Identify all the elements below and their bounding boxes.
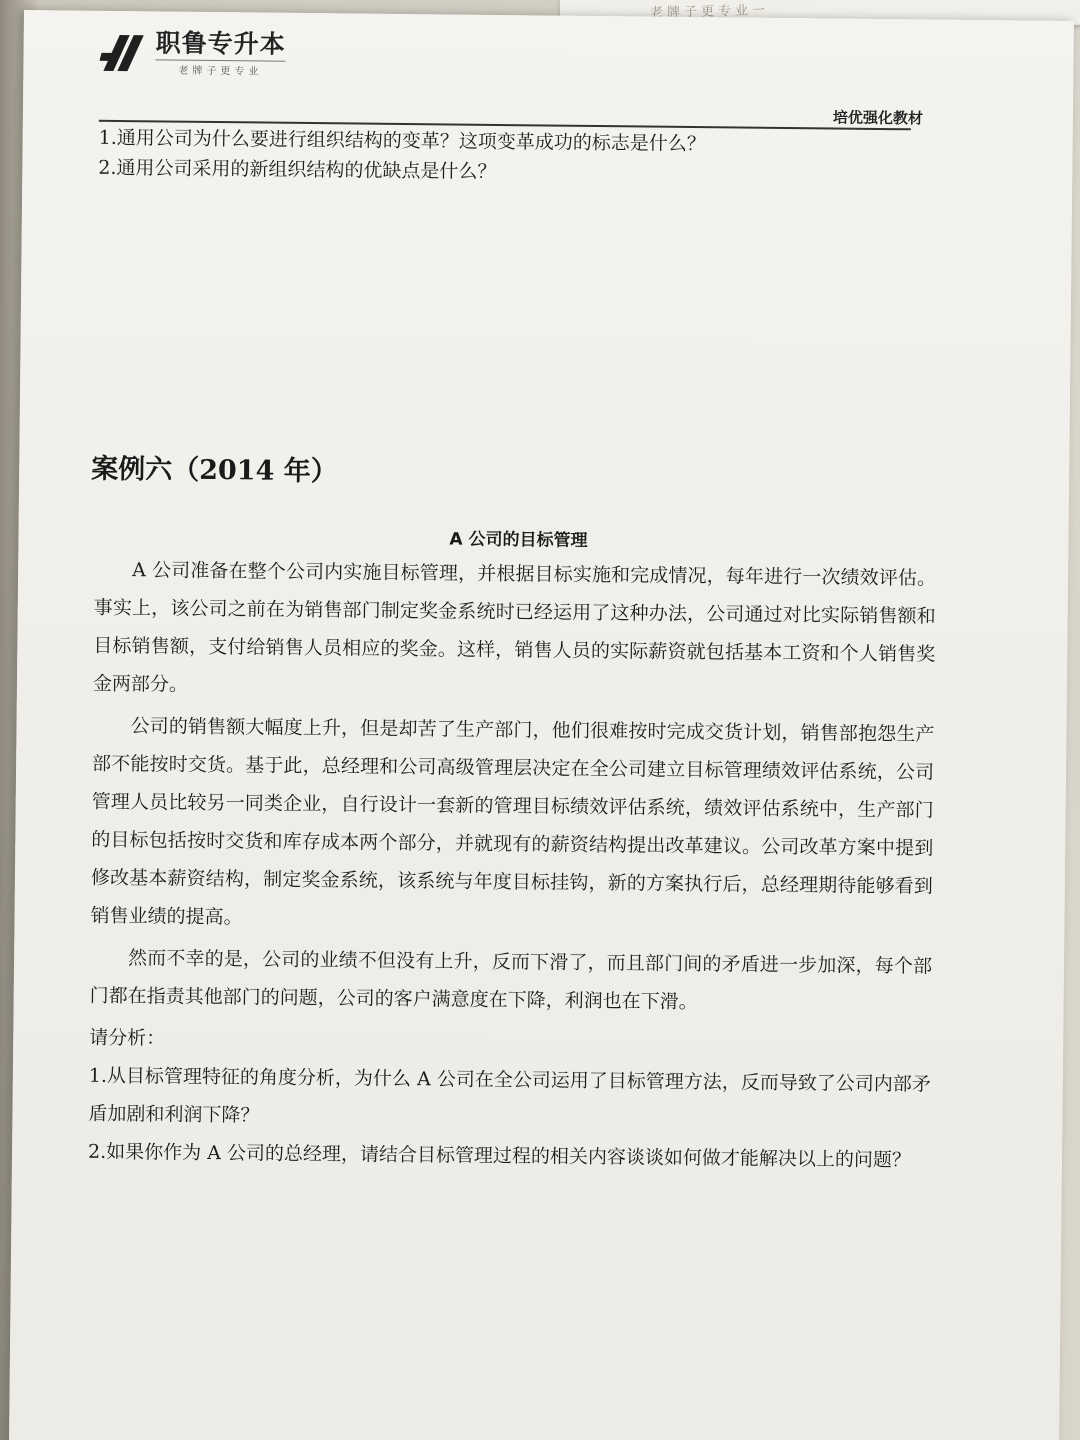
case-paragraph-1: A 公司准备在整个公司内实施目标管理，并根据目标实施和完成情况，每年进行一次绩效评估。事实上，该公司之前在为销售部门制定奖金系统时已经运用了这种办法，公司通过对比实际销售额和目标销售额，支付给销售人员相应的奖金。这样，销售人员的实际薪资就包括基本工资和个人销售奖金两部分。 xyxy=(92,559,937,696)
case-title: A 公司的目标管理 xyxy=(449,529,588,551)
brand-logo xyxy=(99,29,285,78)
analysis-prompt: 请分析： xyxy=(89,1026,166,1050)
analysis-question-1: 1.从目标管理特征的角度分析，为什么 A 公司在全公司运用了目标管理方法，反而导致了公司内部矛盾加剧和利润下降？ xyxy=(88,1064,931,1127)
case-body xyxy=(88,551,936,1180)
document-page xyxy=(9,10,1074,1440)
previous-case-questions xyxy=(98,123,919,192)
previous-question-2: 2.通用公司采用的新组织结构的优缺点是什么？ xyxy=(98,156,497,183)
analysis-question-2: 2.如果你作为 A 公司的总经理，请结合目标管理过程的相关内容谈谈如何做才能解决以上的问题？ xyxy=(87,1140,912,1172)
brand-slogan: 老牌子更专业 xyxy=(155,59,285,77)
case-paragraph-3: 然而不幸的是，公司的业绩不但没有上升，反而下滑了，而且部门间的矛盾进一步加深，每个部门都在指责其他部门的问题，公司的客户满意度在下降，利润也在下滑。 xyxy=(89,947,933,1014)
case-paragraph-2: 公司的销售额大幅度上升，但是却苦了生产部门，他们很难按时完成交货计划，销售部抱怨生产部不能按时交货。基于此，总经理和公司高级管理层决定在全公司建立目标管理绩效评估系统，公司管理人员比较另一同类企业，自行设计一套新的管理目标绩效评估系统，绩效评估系统中，生产部门的目标包括按时交货和库存成本两个部分，并就现有的薪资结构提出改革建议。公司改革方案中提到修改基本薪资结构，制定奖金系统，该系统与年度目标挂钩，新的方案执行后，总经理期待能够看到销售业绩的提高。 xyxy=(90,715,935,929)
previous-question-1: 1.通用公司为什么要进行组织结构的变革？这项变革成功的标志是什么？ xyxy=(98,126,706,156)
material-label: 培优强化教材 xyxy=(832,108,924,128)
case-heading: 案例六（2014 年） xyxy=(91,453,338,488)
brand-mark-icon xyxy=(99,30,147,75)
underlying-sheet-text: 老牌子更专业一 xyxy=(649,3,770,21)
analysis-questions xyxy=(88,1057,931,1180)
brand-name: 职鲁专升本 xyxy=(155,28,286,59)
